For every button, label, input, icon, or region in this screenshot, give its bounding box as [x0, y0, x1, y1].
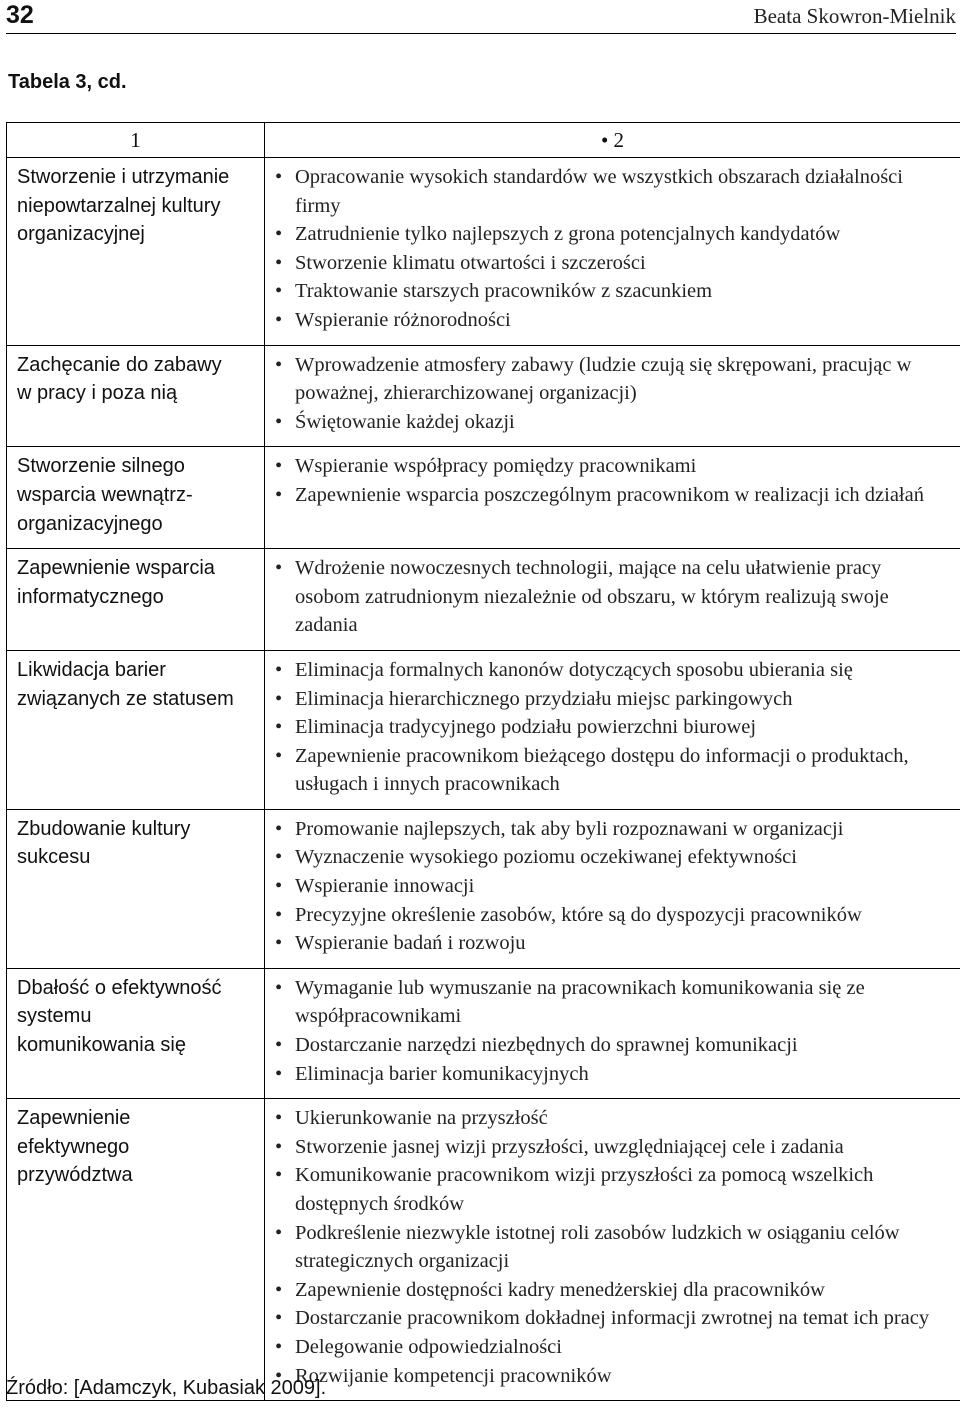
bullet-list: [275, 554, 950, 640]
list-item: • Dostarczanie pracownikom dokładnej informacji zwrotnej na temat ich pracy: [275, 1304, 950, 1333]
table-row: [7, 447, 960, 549]
list-item: • Stworzenie klimatu otwartości i szczerości: [275, 249, 950, 278]
list-item: • Wdrożenie nowoczesnych technologii, mające na celu ułatwienie pracy osobom zatrudnionym niezależnie od obszaru, w którym realizują swoje zadania: [275, 554, 950, 640]
list-item: • Precyzyjne określenie zasobów, które są do dyspozycji pracowników: [275, 901, 950, 930]
row-label: Zachęcanie do zabawy w pracy i poza nią: [7, 345, 265, 447]
bullet-list: [275, 815, 950, 958]
list-item: • Wspieranie różnorodności: [275, 306, 950, 335]
row-items-cell: [265, 650, 960, 809]
data-table: [6, 122, 960, 1401]
list-item: • Eliminacja formalnych kanonów dotyczących sposobu ubierania się: [275, 656, 950, 685]
list-item: • Stworzenie jasnej wizji przyszłości, uwzględniającej cele i zadania: [275, 1133, 950, 1162]
list-item: • Wspieranie innowacji: [275, 872, 950, 901]
bullet-list: [275, 452, 950, 509]
row-items-cell: [265, 158, 960, 346]
table-row: [7, 809, 960, 968]
row-items-cell: [265, 549, 960, 651]
table-row: [7, 345, 960, 447]
list-item: • Zatrudnienie tylko najlepszych z grona potencjalnych kandydatów: [275, 220, 950, 249]
column-header-1: 1: [7, 123, 265, 158]
row-items-cell: [265, 968, 960, 1098]
row-items-cell: [265, 1099, 960, 1401]
list-item: • Promowanie najlepszych, tak aby byli rozpoznawani w organizacji: [275, 815, 950, 844]
column-header-2: • 2: [265, 123, 960, 158]
list-item: • Podkreślenie niezwykle istotnej roli zasobów ludzkich w osiąganiu celów strategicznych organizacji: [275, 1219, 950, 1276]
list-item: • Traktowanie starszych pracowników z szacunkiem: [275, 277, 950, 306]
bullet-list: [275, 163, 950, 335]
row-label: Stworzenie i utrzymanie niepowtarzalnej kultury organizacyjnej: [7, 158, 265, 346]
list-item: • Opracowanie wysokich standardów we wszystkich obszarach działalności firmy: [275, 163, 950, 220]
row-label: Zapewnienie efektywnego przywództwa: [7, 1099, 265, 1401]
list-item: • Eliminacja barier komunikacyjnych: [275, 1060, 950, 1089]
table-row: [7, 1099, 960, 1401]
list-item: • Dostarczanie narzędzi niezbędnych do sprawnej komunikacji: [275, 1031, 950, 1060]
table-header-row: [7, 123, 960, 158]
row-label: Zbudowanie kultury sukcesu: [7, 809, 265, 968]
row-items-cell: [265, 345, 960, 447]
source-note: Źródło: [Adamczyk, Kubasiak 2009].: [6, 1377, 327, 1399]
bullet-list: [275, 656, 950, 799]
list-item: • Eliminacja tradycyjnego podziału powierzchni biurowej: [275, 713, 950, 742]
row-label: Stworzenie silnego wsparcia wewnątrz- organizacyjnego: [7, 447, 265, 549]
list-item: • Świętowanie każdej okazji: [275, 408, 950, 437]
list-item: • Wymaganie lub wymuszanie na pracownikach komunikowania się ze współpracownikami: [275, 974, 950, 1031]
table-row: [7, 650, 960, 809]
row-label: Likwidacja barier związanych ze statusem: [7, 650, 265, 809]
list-item: • Komunikowanie pracownikom wizji przyszłości za pomocą wszelkich dostępnych środków: [275, 1161, 950, 1218]
bullet-list: [275, 974, 950, 1088]
list-item: • Wyznaczenie wysokiego poziomu oczekiwanej efektywności: [275, 843, 950, 872]
page-header: [6, 0, 956, 34]
bullet-list: [275, 1104, 950, 1390]
table-row: [7, 158, 960, 346]
list-item: • Wprowadzenie atmosfery zabawy (ludzie czują się skrępowani, pracując w poważnej, zhierarchizowanej organizacji): [275, 351, 950, 408]
row-items-cell: [265, 809, 960, 968]
list-item: • Zapewnienie dostępności kadry menedżerskiej dla pracowników: [275, 1276, 950, 1305]
list-item: • Ukierunkowanie na przyszłość: [275, 1104, 950, 1133]
page-number: 32: [6, 1, 34, 29]
table-title: Tabela 3, cd.: [8, 71, 127, 93]
list-item: • Wspieranie badań i rozwoju: [275, 929, 950, 958]
table-row: [7, 549, 960, 651]
list-item: • Delegowanie odpowiedzialności: [275, 1333, 950, 1362]
running-author: Beata Skowron-Mielnik: [753, 4, 956, 28]
table-body: [7, 158, 960, 1401]
row-label: Zapewnienie wsparcia informatycznego: [7, 549, 265, 651]
bullet-list: [275, 351, 950, 437]
list-item: • Eliminacja hierarchicznego przydziału miejsc parkingowych: [275, 685, 950, 714]
list-item: • Wspieranie współpracy pomiędzy pracownikami: [275, 452, 950, 481]
list-item: • Rozwijanie kompetencji pracowników: [275, 1362, 950, 1391]
table-row: [7, 968, 960, 1098]
row-label: Dbałość o efektywność systemu komunikowania się: [7, 968, 265, 1098]
list-item: • Zapewnienie wsparcia poszczególnym pracownikom w realizacji ich działań: [275, 481, 950, 510]
row-items-cell: [265, 447, 960, 549]
list-item: • Zapewnienie pracownikom bieżącego dostępu do informacji o produktach, usługach i innych pracownikach: [275, 742, 950, 799]
